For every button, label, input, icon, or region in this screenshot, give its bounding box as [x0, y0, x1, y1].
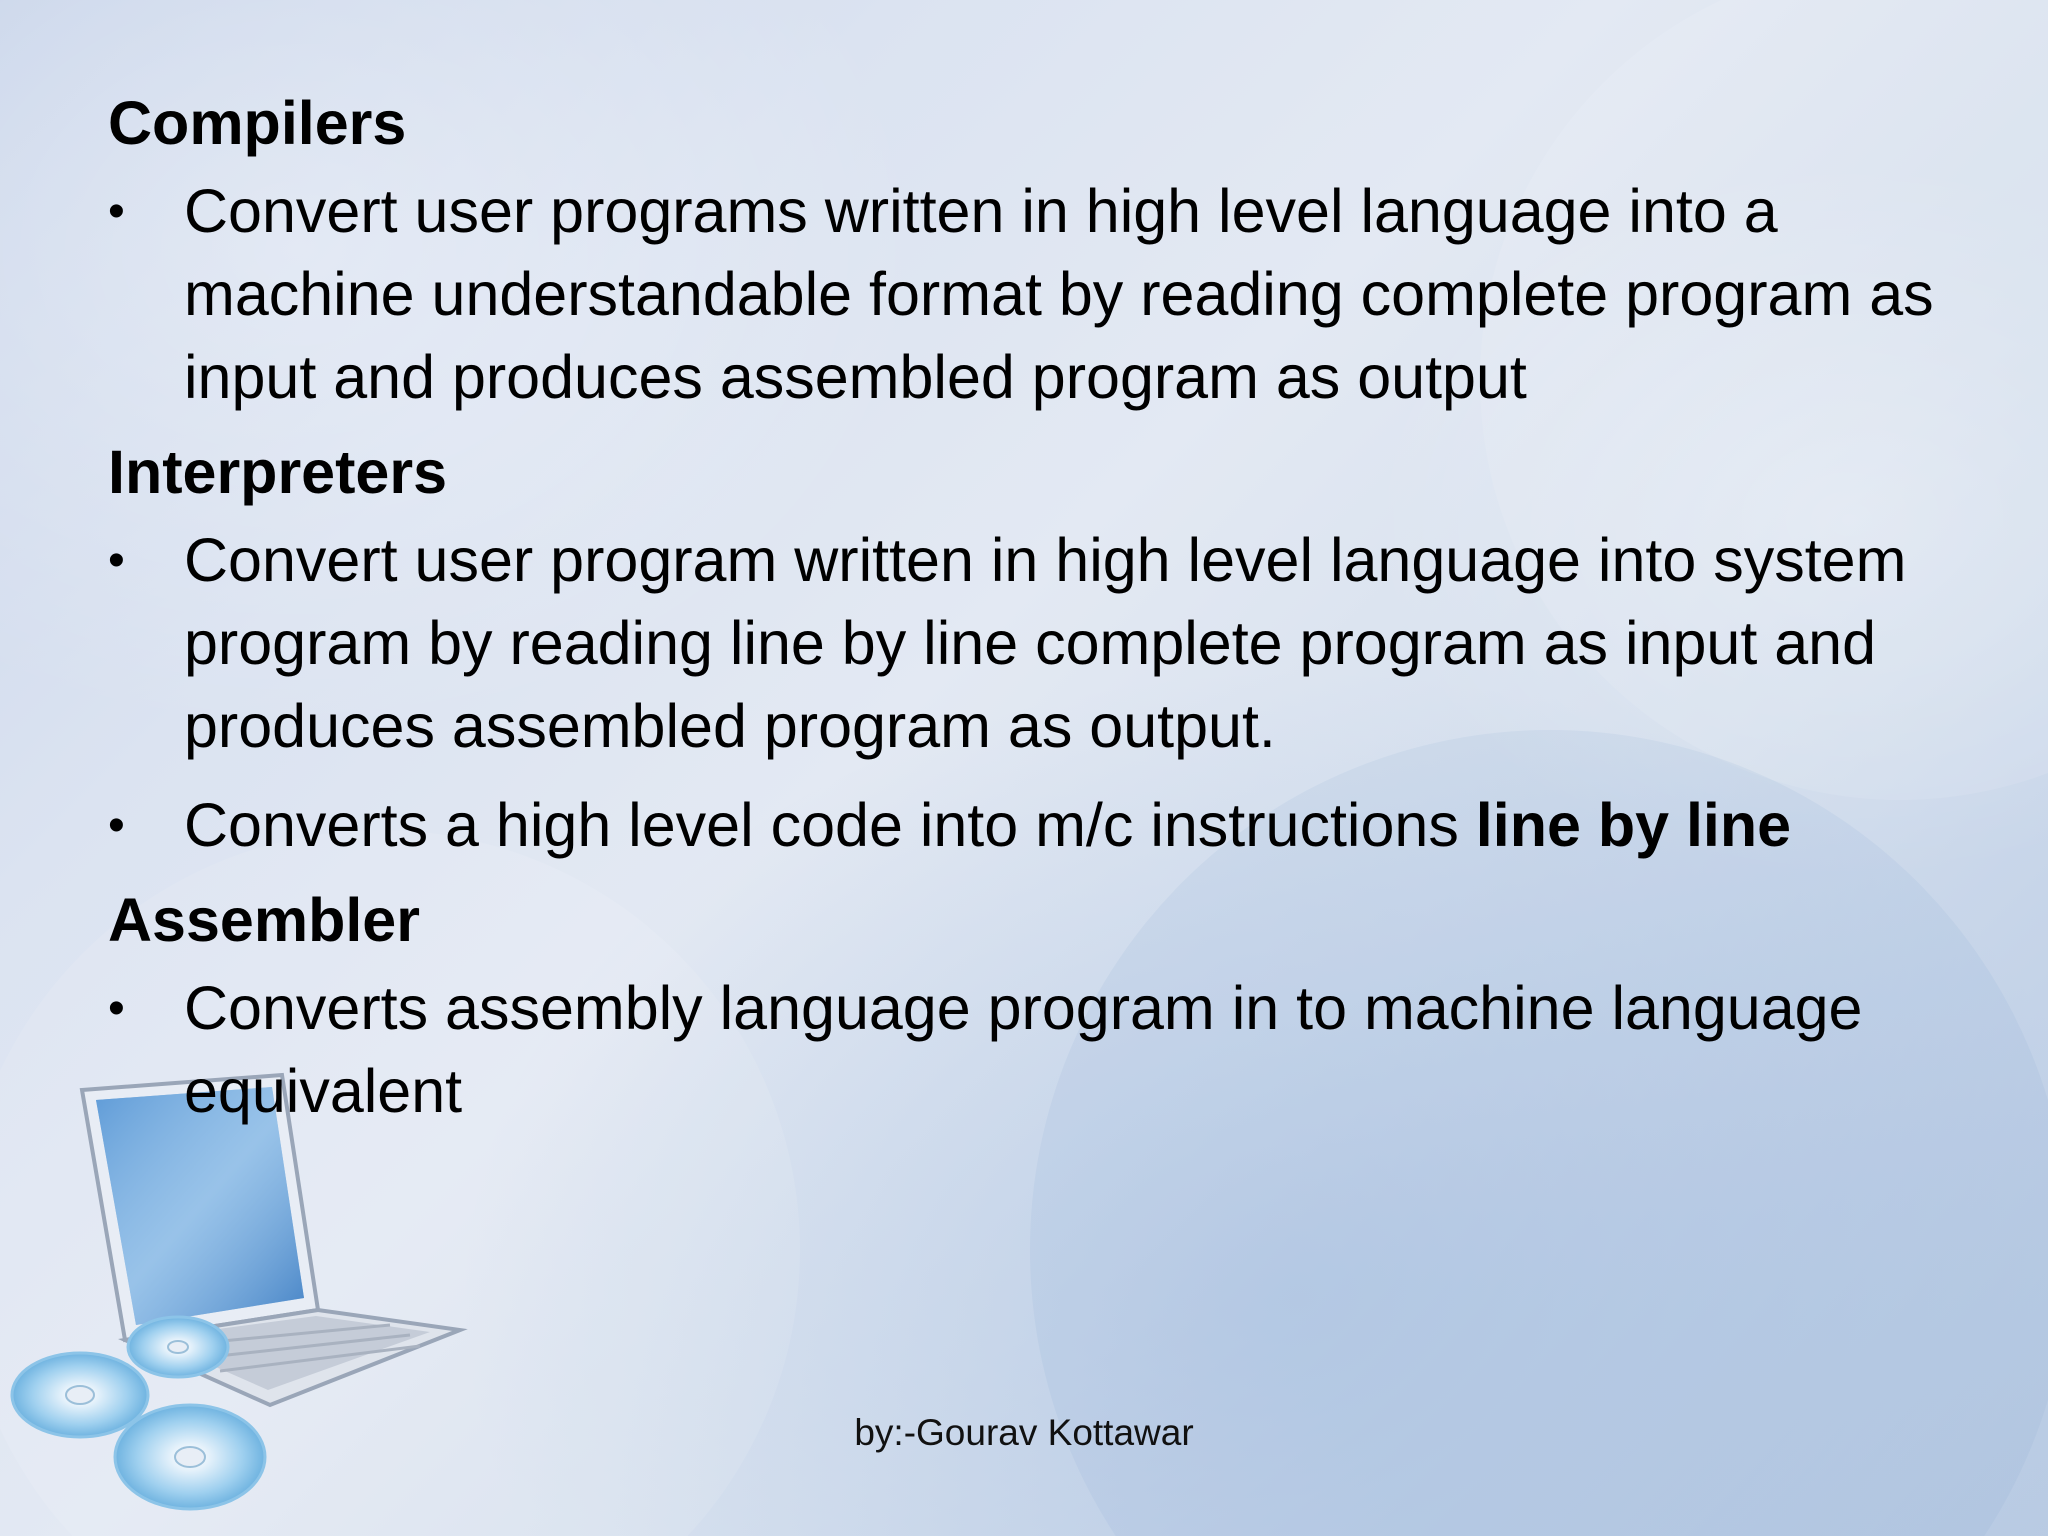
bullet-icon: • [108, 185, 125, 238]
bullet-text: Convert user program written in high level language into system program by reading line by line complete program as input and produces assembled program as output. [184, 526, 1907, 760]
bullet-item [108, 784, 2008, 867]
bullet-item [108, 170, 2008, 419]
bullet-icon: • [108, 799, 125, 852]
bullet-text: Converts a high level code into m/c instructions [184, 791, 1476, 859]
slide-content [108, 82, 2008, 1133]
bullet-icon: • [108, 534, 125, 587]
heading-assembler: Assembler [108, 886, 420, 954]
footer-author: by:-Gourav Kottawar [854, 1412, 1194, 1453]
bullet-text: Converts assembly language program in to machine language equivalent [184, 974, 1863, 1125]
compact-disc-icon [128, 1317, 228, 1377]
bullet-text: Convert user programs written in high level language into a machine understandable format by reading complete program as input and produces assembled program as output [184, 177, 1934, 411]
bullet-icon: • [108, 982, 125, 1035]
bullet-bold-text: line by line [1475, 791, 1792, 859]
bullet-item [108, 967, 2008, 1133]
bullet-item [108, 519, 2008, 768]
heading-interpreters: Interpreters [108, 438, 448, 506]
heading-compilers: Compilers [108, 89, 407, 157]
